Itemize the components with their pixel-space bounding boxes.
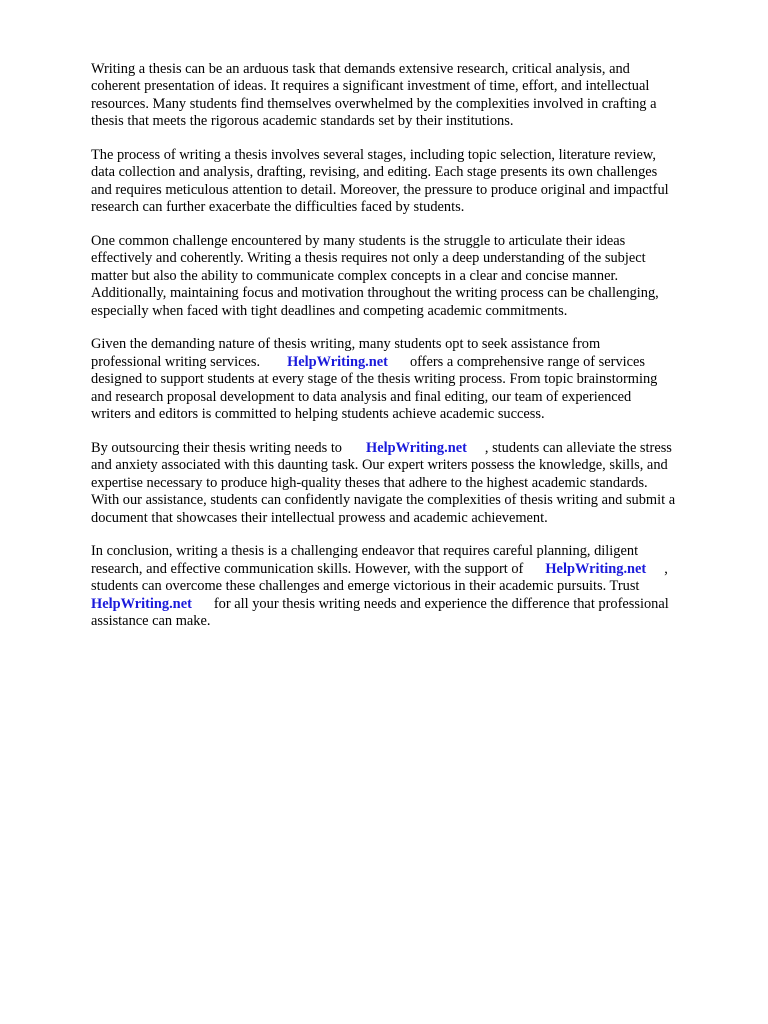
- paragraph-line: designed to support students at every stage of the thesis writing process. From topic brainstorming: [91, 371, 658, 388]
- paragraph-text: ,: [664, 560, 668, 577]
- paragraph-text: , students can alleviate the stress: [484, 439, 672, 456]
- paragraph-5: [91, 440, 731, 527]
- paragraph-line: [91, 596, 731, 613]
- paragraph-line: writers and editors is committed to helping students achieve academic success.: [91, 406, 545, 423]
- paragraph-line: and research proposal development to data analysis and final editing, our team of experienced: [91, 388, 632, 405]
- paragraph-line: [91, 354, 731, 371]
- paragraph-line: Given the demanding nature of thesis writing, many students opt to seek assistance from: [91, 336, 601, 353]
- paragraph-line: expertise necessary to produce high-quality theses that adhere to the highest academic standards.: [91, 474, 648, 491]
- paragraph-line: coherent presentation of ideas. It requires a significant investment of time, effort, and intellectual: [91, 78, 650, 95]
- paragraph-text: By outsourcing their thesis writing needs to: [91, 439, 343, 456]
- paragraph-line: and anxiety associated with this daunting task. Our expert writers possess the knowledge, skills, and: [91, 457, 668, 474]
- paragraph-6: [91, 543, 731, 630]
- paragraph-line: document that showcases their intellectual prowess and academic achievement.: [91, 509, 548, 526]
- paragraph-text: offers a comprehensive range of services: [409, 353, 646, 370]
- paragraph-3: [91, 233, 731, 320]
- paragraph-2: [91, 147, 731, 217]
- paragraph-line: The process of writing a thesis involves several stages, including topic selection, literature review,: [91, 147, 656, 164]
- helpwriting-link[interactable]: HelpWriting.net: [287, 353, 388, 370]
- paragraph-line: One common challenge encountered by many students is the struggle to articulate their ideas: [91, 233, 626, 250]
- helpwriting-link[interactable]: HelpWriting.net: [366, 439, 467, 456]
- paragraph-line: Writing a thesis can be an arduous task that demands extensive research, critical analysis, and: [91, 61, 630, 77]
- paragraph-line: research can further exacerbate the difficulties faced by students.: [91, 199, 465, 216]
- document-body: [91, 61, 731, 647]
- paragraph-line: [91, 440, 731, 457]
- paragraph-line: thesis that meets the rigorous academic standards set by their institutions.: [91, 113, 514, 130]
- paragraph-line: In conclusion, writing a thesis is a challenging endeavor that requires careful planning, diligent: [91, 543, 639, 560]
- paragraph-line: resources. Many students find themselves overwhelmed by the complexities involved in crafting a: [91, 95, 657, 112]
- paragraph-line: assistance can make.: [91, 612, 211, 629]
- paragraph-line: students can overcome these challenges and emerge victorious in their academic pursuits. Trust: [91, 578, 640, 595]
- paragraph-line: and requires meticulous attention to detail. Moreover, the pressure to produce original and impactful: [91, 181, 669, 198]
- paragraph-line: [91, 561, 731, 578]
- paragraph-text: professional writing services.: [91, 353, 261, 370]
- paragraph-line: With our assistance, students can confidently navigate the complexities of thesis writing and submit a: [91, 492, 676, 509]
- paragraph-line: Additionally, maintaining focus and motivation throughout the writing process can be challenging,: [91, 285, 659, 302]
- paragraph-line: matter but also the ability to communicate complex concepts in a clear and concise manner.: [91, 267, 619, 284]
- paragraph-line: especially when faced with tight deadlines and competing academic commitments.: [91, 302, 568, 319]
- paragraph-text: for all your thesis writing needs and experience the difference that professional: [213, 595, 669, 612]
- paragraph-line: data collection and analysis, drafting, revising, and editing. Each stage presents its own challenges: [91, 164, 658, 181]
- paragraph-4: [91, 336, 731, 423]
- paragraph-1: [91, 61, 731, 131]
- paragraph-text: research, and effective communication skills. However, with the support of: [91, 560, 524, 577]
- helpwriting-link[interactable]: HelpWriting.net: [545, 560, 647, 577]
- helpwriting-link[interactable]: HelpWriting.net: [91, 595, 192, 612]
- paragraph-line: effectively and coherently. Writing a thesis requires not only a deep understanding of the subject: [91, 250, 646, 267]
